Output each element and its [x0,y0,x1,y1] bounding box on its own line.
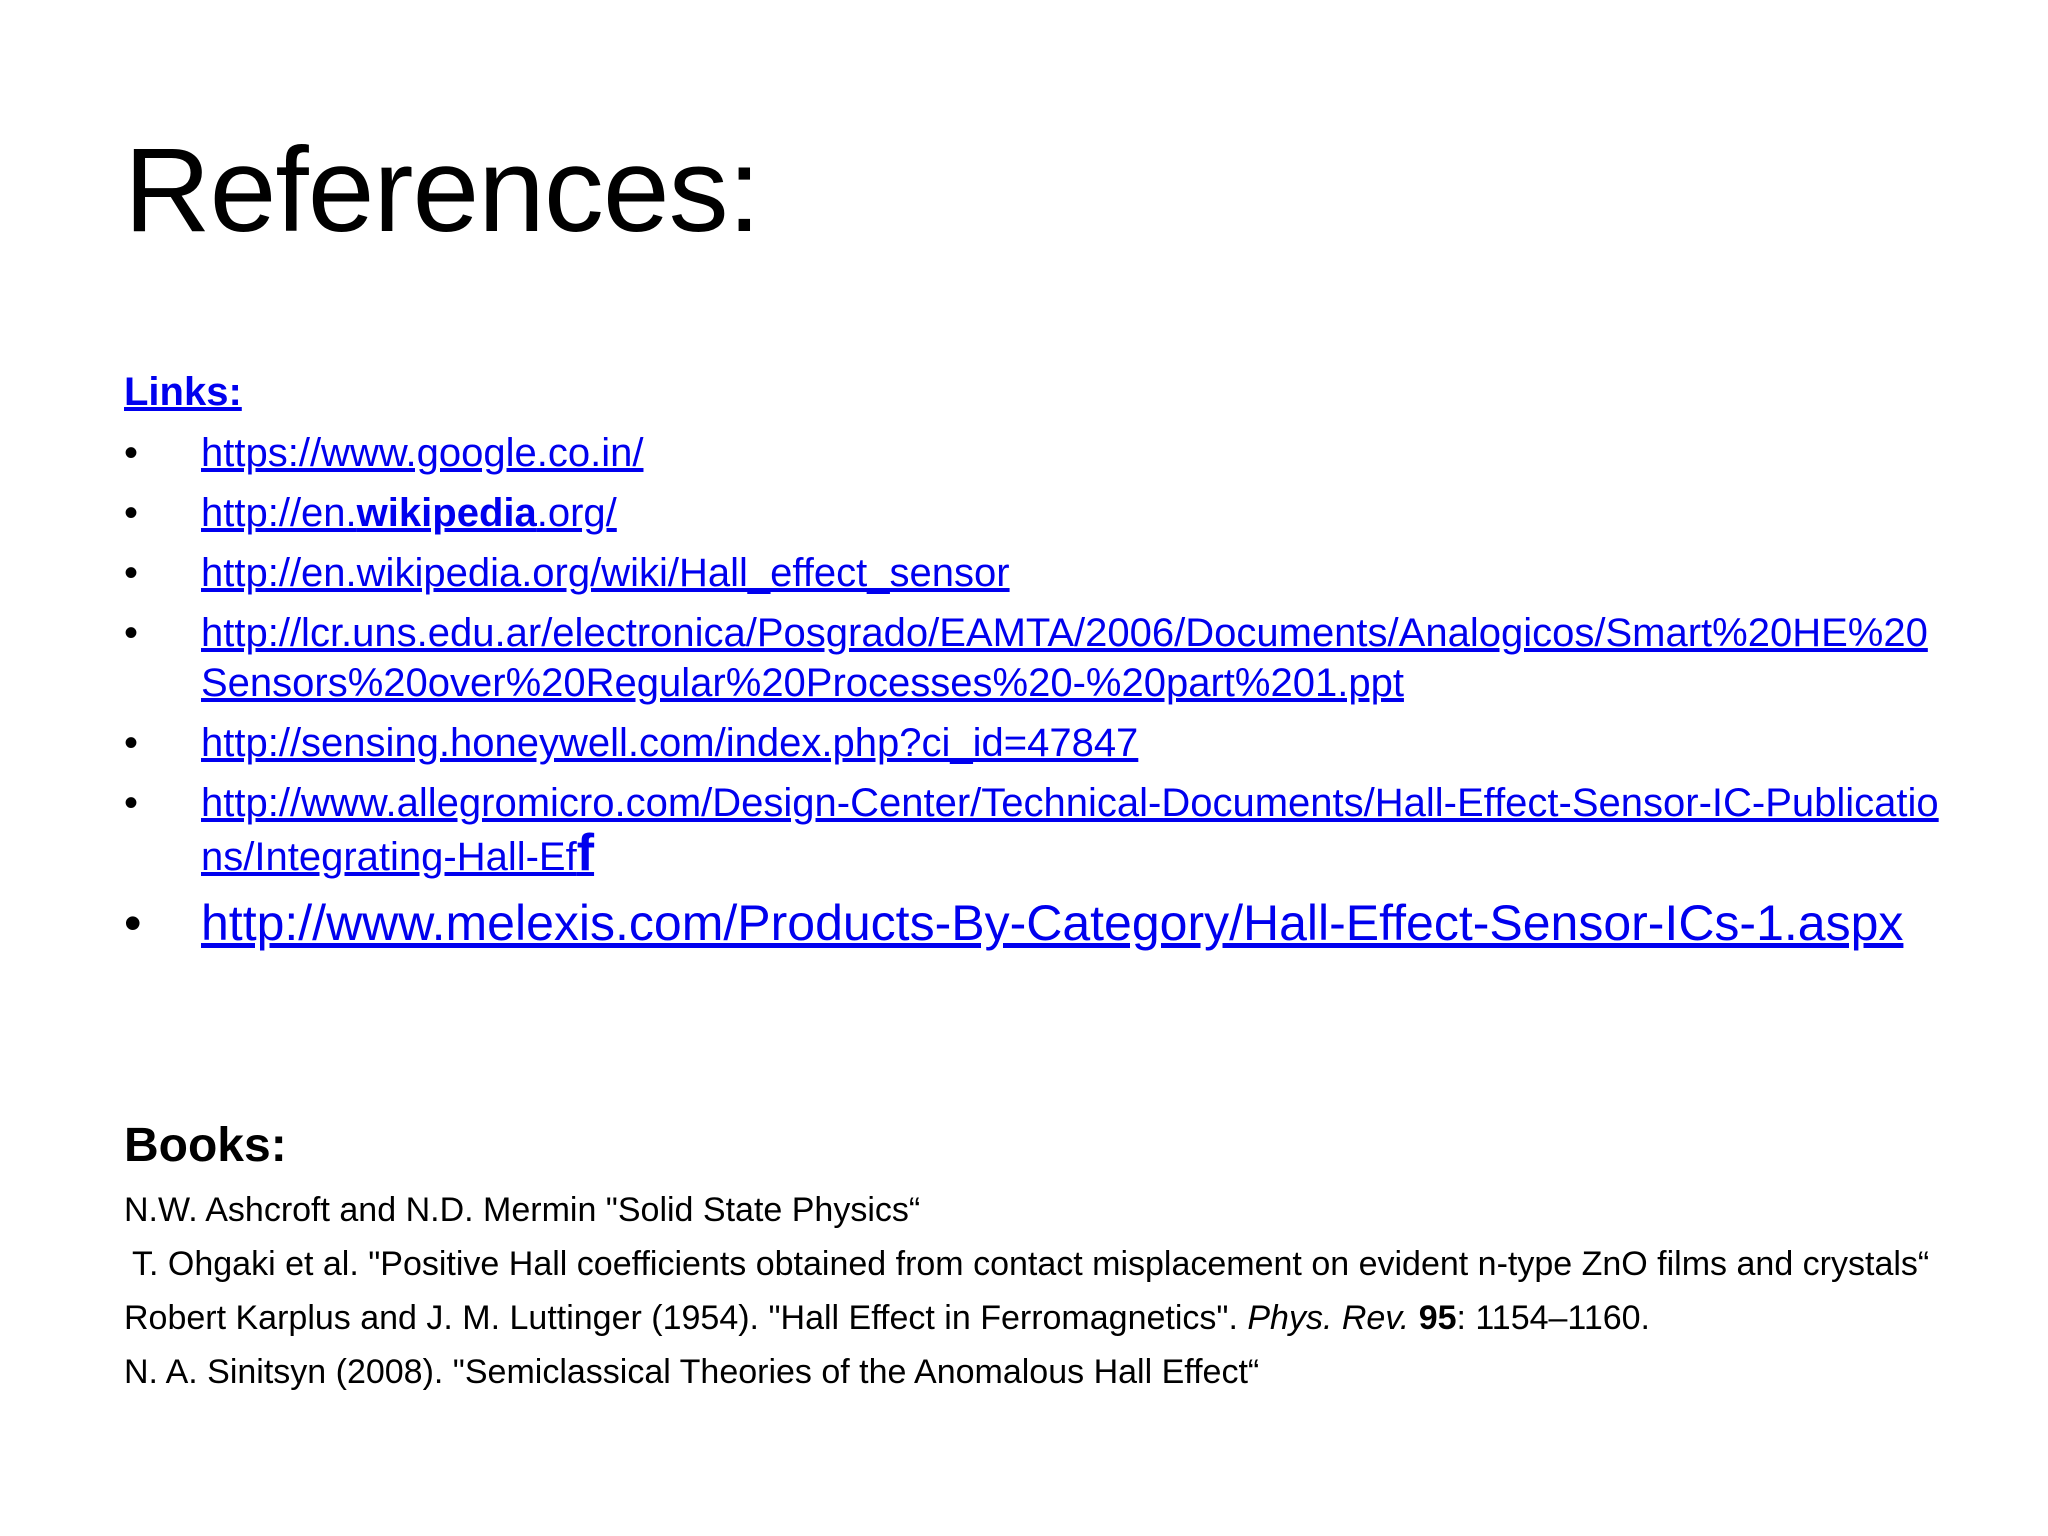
link-honeywell[interactable]: http://sensing.honeywell.com/index.php?ci_id=47847 [201,721,1139,765]
link-wikipedia-pre: http://en. [201,491,357,535]
bullet: • [124,551,139,595]
link-wikipedia-post: .org/ [536,491,617,535]
book-karplus-volume: 95 [1418,1299,1457,1337]
bullet: • [124,895,142,951]
books-list [124,1188,1944,1404]
links-heading: Links: [124,370,242,414]
link-wikipedia-hall-sensor[interactable]: http://en.wikipedia.org/wiki/Hall_effect_sensor [201,551,1010,595]
book-ashcroft: N.W. Ashcroft and N.D. Mermin "Solid State Physics“ [124,1191,921,1229]
list-item [124,892,1944,954]
list-item [124,608,1944,708]
bullet: • [124,781,139,825]
book-karplus-text: Robert Karplus and J. M. Luttinger (1954). "Hall Effect in Ferromagnetics". [124,1299,1248,1337]
book-sinitsyn: N. A. Sinitsyn (2008). "Semiclassical Theories of the Anomalous Hall Effect“ [124,1353,1260,1391]
bullet: • [124,721,139,765]
slide-title: References: [124,123,760,257]
bullet: • [124,431,139,475]
bullet: • [124,611,139,655]
list-item [124,428,1944,478]
link-allegromicro-text: http://www.allegromicro.com/Design-Center/Technical-Documents/Hall-Effect-Sensor-IC-Publications/Integrating-Hall-Ef [201,781,1939,879]
book-karplus-pages: : 1154–1160. [1456,1299,1650,1337]
link-wikipedia[interactable] [201,491,617,535]
list-item [124,778,1944,882]
link-uns-ppt[interactable]: http://lcr.uns.edu.ar/electronica/Posgrado/EAMTA/2006/Documents/Analogicos/Smart%20HE%20Sensors%20over%20Regular%20Processes%20-%20part%201.ppt [201,611,1928,705]
book-karplus-journal: Phys. Rev. [1247,1299,1410,1337]
link-google[interactable]: https://www.google.co.in/ [201,431,644,475]
list-item [124,488,1944,538]
book-ohgaki: T. Ohgaki et al. "Positive Hall coefficients obtained from contact misplacement on evident n-type ZnO films and crystals“ [132,1245,1930,1283]
link-allegromicro-tail: f [576,824,595,882]
list-item [124,718,1944,768]
links-list [124,428,1944,964]
link-melexis[interactable]: http://www.melexis.com/Products-By-Category/Hall-Effect-Sensor-ICs-1.aspx [201,895,1904,951]
link-allegromicro[interactable] [201,781,1939,882]
book-karplus [124,1296,1944,1340]
list-item [124,548,1944,598]
book-karplus-space [1409,1299,1418,1337]
books-heading: Books: [124,1119,287,1172]
link-wikipedia-bold: wikipedia [356,491,537,535]
bullet: • [124,491,139,535]
